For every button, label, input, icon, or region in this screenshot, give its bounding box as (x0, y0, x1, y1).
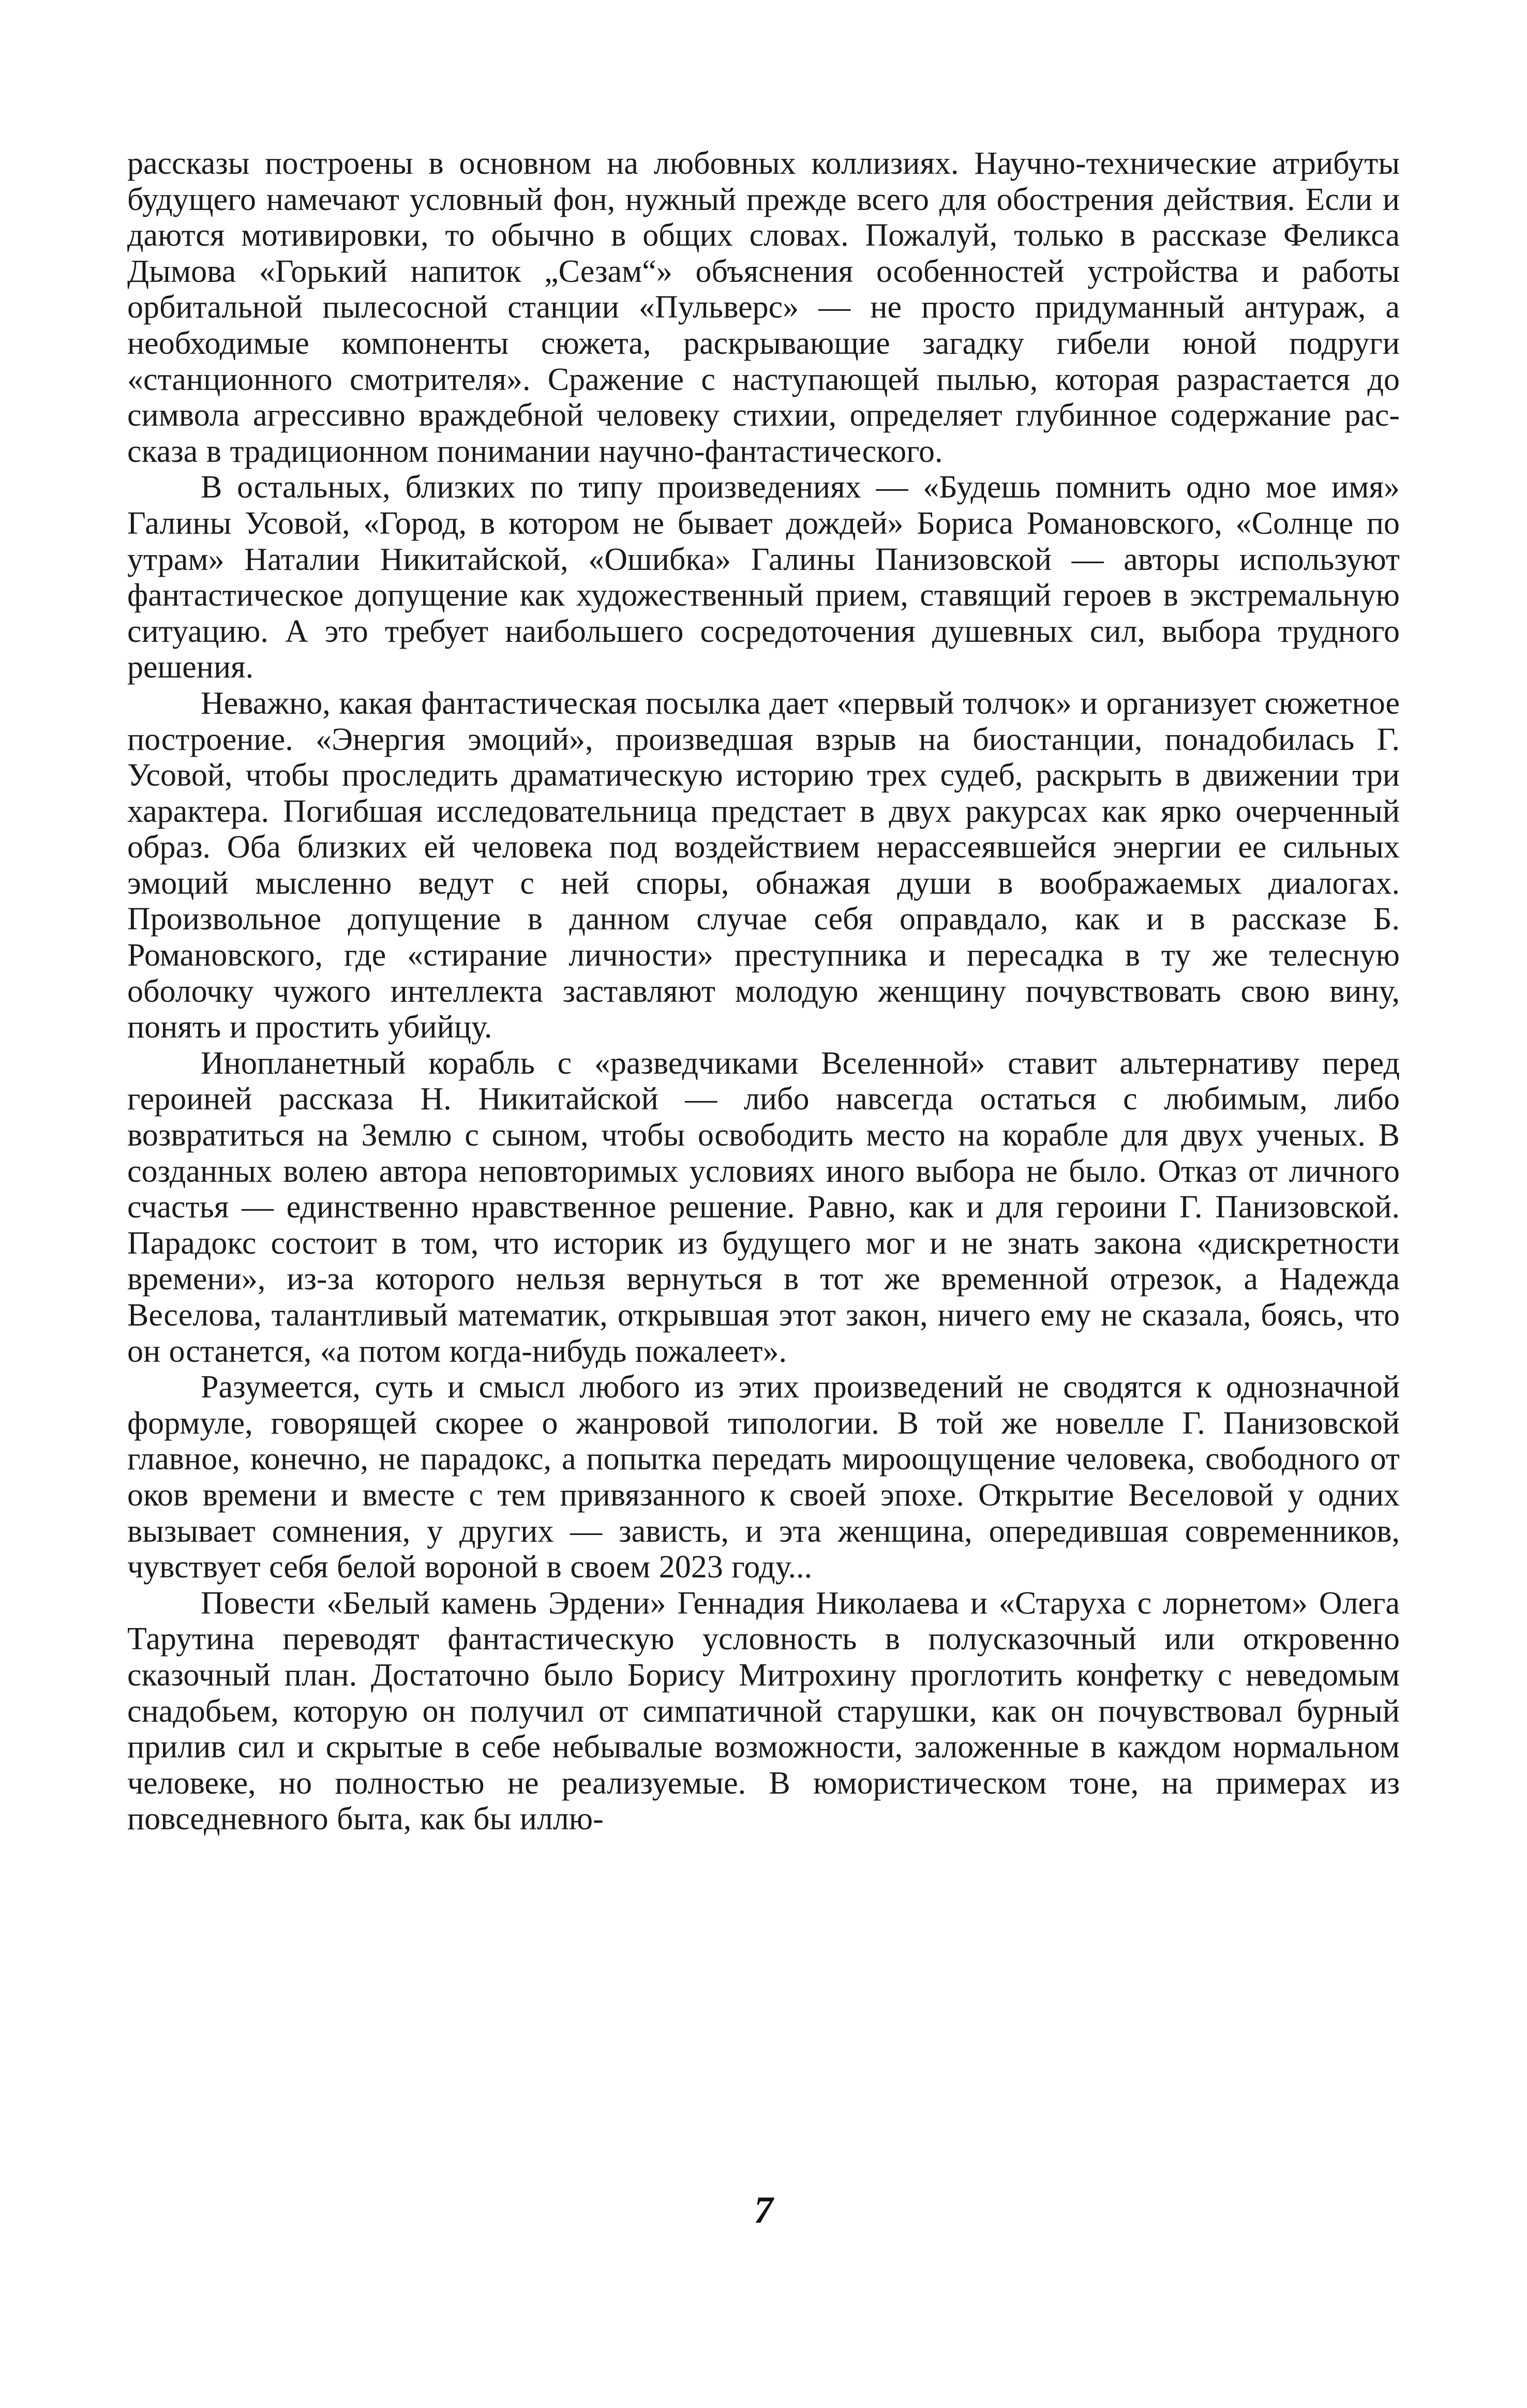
paragraph: Разумеется, суть и смысл любого из этих произведений не сводятся к однозначной формуле, говорящей скорее о жанровой типологии. В той же новелле Г. Панизовской главное, конечно, не парадокс, а попытка передать мироощущение человека, свободного от оков времени и вместе с тем привязанного к своей эпохе. Открытие Веселовой у одних вызывает сомнения, у других — зависть, и эта женщина, опередившая современников, чувствует себя белой вороной в своем 2023 году... (127, 1369, 1400, 1585)
paragraph: Неважно, какая фантастическая посылка дает «первый толчок» и организует сюжетное построение. «Энергия эмоций», произведшая взрыв на биостанции, понадобилась Г. Усовой, чтобы проследить драматическую историю трех судеб, раскрыть в движении три характера. Погибшая исследовательница предстает в двух ракурсах как ярко очерченный образ. Оба близких ей человека под воздействием нерассеявшейся энергии ее сильных эмоций мысленно ведут с ней споры, обнажая души в воображаемых диалогах. Произвольное допущение в данном случае себя оправдало, как и в рассказе Б. Романовского, где «стирание личности» преступника и пересадка в ту же телесную оболочку чужого интеллекта заставляют молодую женщину почувствовать свою вину, понять и простить убийцу. (127, 685, 1400, 1045)
page-number: 7 (754, 2189, 773, 2232)
paragraph: В остальных, близких по типу произведениях — «Будешь помнить одно мое имя» Галины Усовой, «Город, в котором не бывает дождей» Бориса Романовского, «Солнце по утрам» Наталии Никитайской, «Ошибка» Галины Панизовской — авторы используют фантастическое допущение как художественный прием, ставящий героев в экстремальную ситуацию. А это требует наибольшего сосредоточения душевных сил, выбора трудного решения. (127, 470, 1400, 685)
paragraph-continuation: рассказы построены в основном на любовных коллизиях. Научно-технические атрибуты будущего намечают условный фон, нужный прежде всего для обострения действия. Если и даются мотивировки, то обычно в общих словах. Пожалуй, только в рассказе Феликса Дымова «Горький напиток „Сезам“» объяснения особенностей устройства и работы орбитальной пылесосной станции «Пульверс» — не просто придуманный антураж, а необходимые компоненты сюжета, раскрывающие загадку гибели юной подруги «станционного смотрителя». Сражение с наступающей пылью, которая разрастается до символа агрессивно враждебной человеку стихии, определяет глубинное содержание рассказа в традиционном понимании научно-фантастического. (127, 146, 1400, 469)
body-text (127, 146, 1400, 1838)
paragraph: Повести «Белый камень Эрдени» Геннадия Николаева и «Старуха с лорнетом» Олега Тарутина переводят фантастическую условность в полусказочный или откровенно сказочный план. Достаточно было Борису Митрохину проглотить конфетку с неведомым снадобьем, которую он получил от симпатичной старушки, как он почувствовал бурный прилив сил и скрытые в себе небывалые возможности, заложенные в каждом нормальном человеке, но полностью не реализуемые. В юмористическом тоне, на примерах из повседневного быта, как бы иллю- (127, 1585, 1400, 1837)
paragraph: Инопланетный корабль с «разведчиками Вселенной» ставит альтернативу перед героиней рассказа Н. Никитайской — либо навсегда остаться с любимым, либо возвратиться на Землю с сыном, чтобы освободить место на корабле для двух ученых. В созданных волею автора неповторимых условиях иного выбора не было. Отказ от личного счастья — единственно нравственное решение. Равно, как и для героини Г. Панизовской. Парадокс состоит в том, что историк из будущего мог и не знать закона «дискретности времени», из-за которого нельзя вернуться в тот же временной отрезок, а Надежда Веселова, талантливый математик, открывшая этот закон, ничего ему не сказала, боясь, что он останется, «а потом когда-нибудь пожалеет». (127, 1045, 1400, 1369)
